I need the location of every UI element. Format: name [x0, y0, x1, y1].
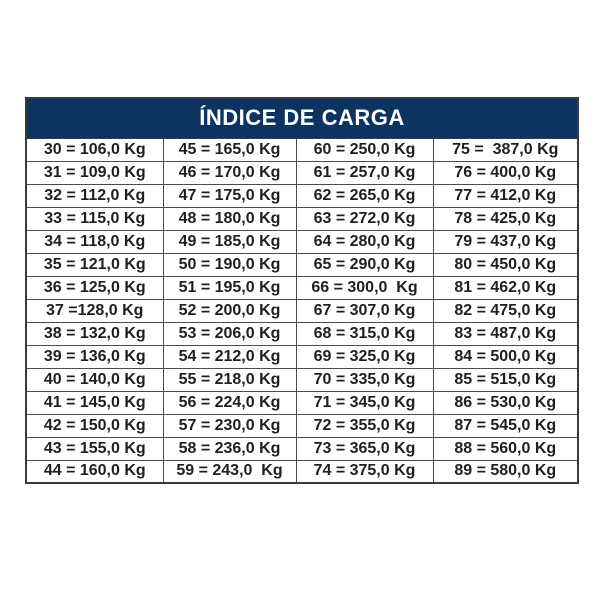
load-index-cell: 49 = 185,0 Kg: [163, 230, 296, 253]
load-index-cell: 78 = 425,0 Kg: [433, 207, 578, 230]
table-row: [26, 184, 578, 207]
table-row: [26, 437, 578, 460]
load-index-cell: 43 = 155,0 Kg: [26, 437, 163, 460]
load-index-cell: 39 = 136,0 Kg: [26, 345, 163, 368]
load-index-cell: 32 = 112,0 Kg: [26, 184, 163, 207]
load-index-cell: 71 = 345,0 Kg: [296, 391, 433, 414]
load-index-cell: 44 = 160,0 Kg: [26, 460, 163, 483]
load-index-cell: 50 = 190,0 Kg: [163, 253, 296, 276]
table-body: [26, 138, 578, 483]
load-index-cell: 88 = 560,0 Kg: [433, 437, 578, 460]
load-index-cell: 66 = 300,0 Kg: [296, 276, 433, 299]
table-row: [26, 391, 578, 414]
table-row: [26, 276, 578, 299]
load-index-cell: 45 = 165,0 Kg: [163, 138, 296, 161]
table-row: [26, 299, 578, 322]
load-index-cell: 40 = 140,0 Kg: [26, 368, 163, 391]
table-row: [26, 161, 578, 184]
load-index-cell: 74 = 375,0 Kg: [296, 460, 433, 483]
load-index-cell: 48 = 180,0 Kg: [163, 207, 296, 230]
load-index-cell: 60 = 250,0 Kg: [296, 138, 433, 161]
load-index-table: [25, 97, 579, 484]
table-row: [26, 345, 578, 368]
load-index-cell: 41 = 145,0 Kg: [26, 391, 163, 414]
load-index-cell: 85 = 515,0 Kg: [433, 368, 578, 391]
load-index-cell: 55 = 218,0 Kg: [163, 368, 296, 391]
load-index-cell: 35 = 121,0 Kg: [26, 253, 163, 276]
load-index-cell: 76 = 400,0 Kg: [433, 161, 578, 184]
table-row: [26, 253, 578, 276]
table-row: [26, 322, 578, 345]
load-index-cell: 79 = 437,0 Kg: [433, 230, 578, 253]
load-index-cell: 84 = 500,0 Kg: [433, 345, 578, 368]
load-index-cell: 73 = 365,0 Kg: [296, 437, 433, 460]
load-index-cell: 52 = 200,0 Kg: [163, 299, 296, 322]
load-index-cell: 86 = 530,0 Kg: [433, 391, 578, 414]
load-index-cell: 87 = 545,0 Kg: [433, 414, 578, 437]
load-index-cell: 68 = 315,0 Kg: [296, 322, 433, 345]
load-index-cell: 65 = 290,0 Kg: [296, 253, 433, 276]
load-index-cell: 47 = 175,0 Kg: [163, 184, 296, 207]
load-index-cell: 54 = 212,0 Kg: [163, 345, 296, 368]
load-index-cell: 33 = 115,0 Kg: [26, 207, 163, 230]
load-index-cell: 82 = 475,0 Kg: [433, 299, 578, 322]
load-index-cell: 42 = 150,0 Kg: [26, 414, 163, 437]
load-index-cell: 67 = 307,0 Kg: [296, 299, 433, 322]
load-index-cell: 59 = 243,0 Kg: [163, 460, 296, 483]
load-index-cell: 70 = 335,0 Kg: [296, 368, 433, 391]
load-index-cell: 53 = 206,0 Kg: [163, 322, 296, 345]
load-index-cell: 89 = 580,0 Kg: [433, 460, 578, 483]
load-index-cell: 58 = 236,0 Kg: [163, 437, 296, 460]
load-index-cell: 30 = 106,0 Kg: [26, 138, 163, 161]
load-index-cell: 56 = 224,0 Kg: [163, 391, 296, 414]
load-index-cell: 36 = 125,0 Kg: [26, 276, 163, 299]
load-index-cell: 46 = 170,0 Kg: [163, 161, 296, 184]
load-index-cell: 37 =128,0 Kg: [26, 299, 163, 322]
table-title: ÍNDICE DE CARGA: [26, 98, 578, 138]
load-index-cell: 72 = 355,0 Kg: [296, 414, 433, 437]
load-index-cell: 80 = 450,0 Kg: [433, 253, 578, 276]
load-index-cell: 34 = 118,0 Kg: [26, 230, 163, 253]
load-index-cell: 31 = 109,0 Kg: [26, 161, 163, 184]
load-index-cell: 77 = 412,0 Kg: [433, 184, 578, 207]
load-index-cell: 38 = 132,0 Kg: [26, 322, 163, 345]
load-index-cell: 69 = 325,0 Kg: [296, 345, 433, 368]
table-row: [26, 230, 578, 253]
load-index-cell: 61 = 257,0 Kg: [296, 161, 433, 184]
load-index-cell: 83 = 487,0 Kg: [433, 322, 578, 345]
load-index-cell: 62 = 265,0 Kg: [296, 184, 433, 207]
load-index-cell: 75 = 387,0 Kg: [433, 138, 578, 161]
table-row: [26, 414, 578, 437]
load-index-cell: 64 = 280,0 Kg: [296, 230, 433, 253]
table-row: [26, 138, 578, 161]
load-index-cell: 57 = 230,0 Kg: [163, 414, 296, 437]
table-row: [26, 368, 578, 391]
load-index-cell: 81 = 462,0 Kg: [433, 276, 578, 299]
load-index-cell: 63 = 272,0 Kg: [296, 207, 433, 230]
table-header-row: [26, 98, 578, 138]
table-row: [26, 460, 578, 483]
table-row: [26, 207, 578, 230]
load-index-cell: 51 = 195,0 Kg: [163, 276, 296, 299]
